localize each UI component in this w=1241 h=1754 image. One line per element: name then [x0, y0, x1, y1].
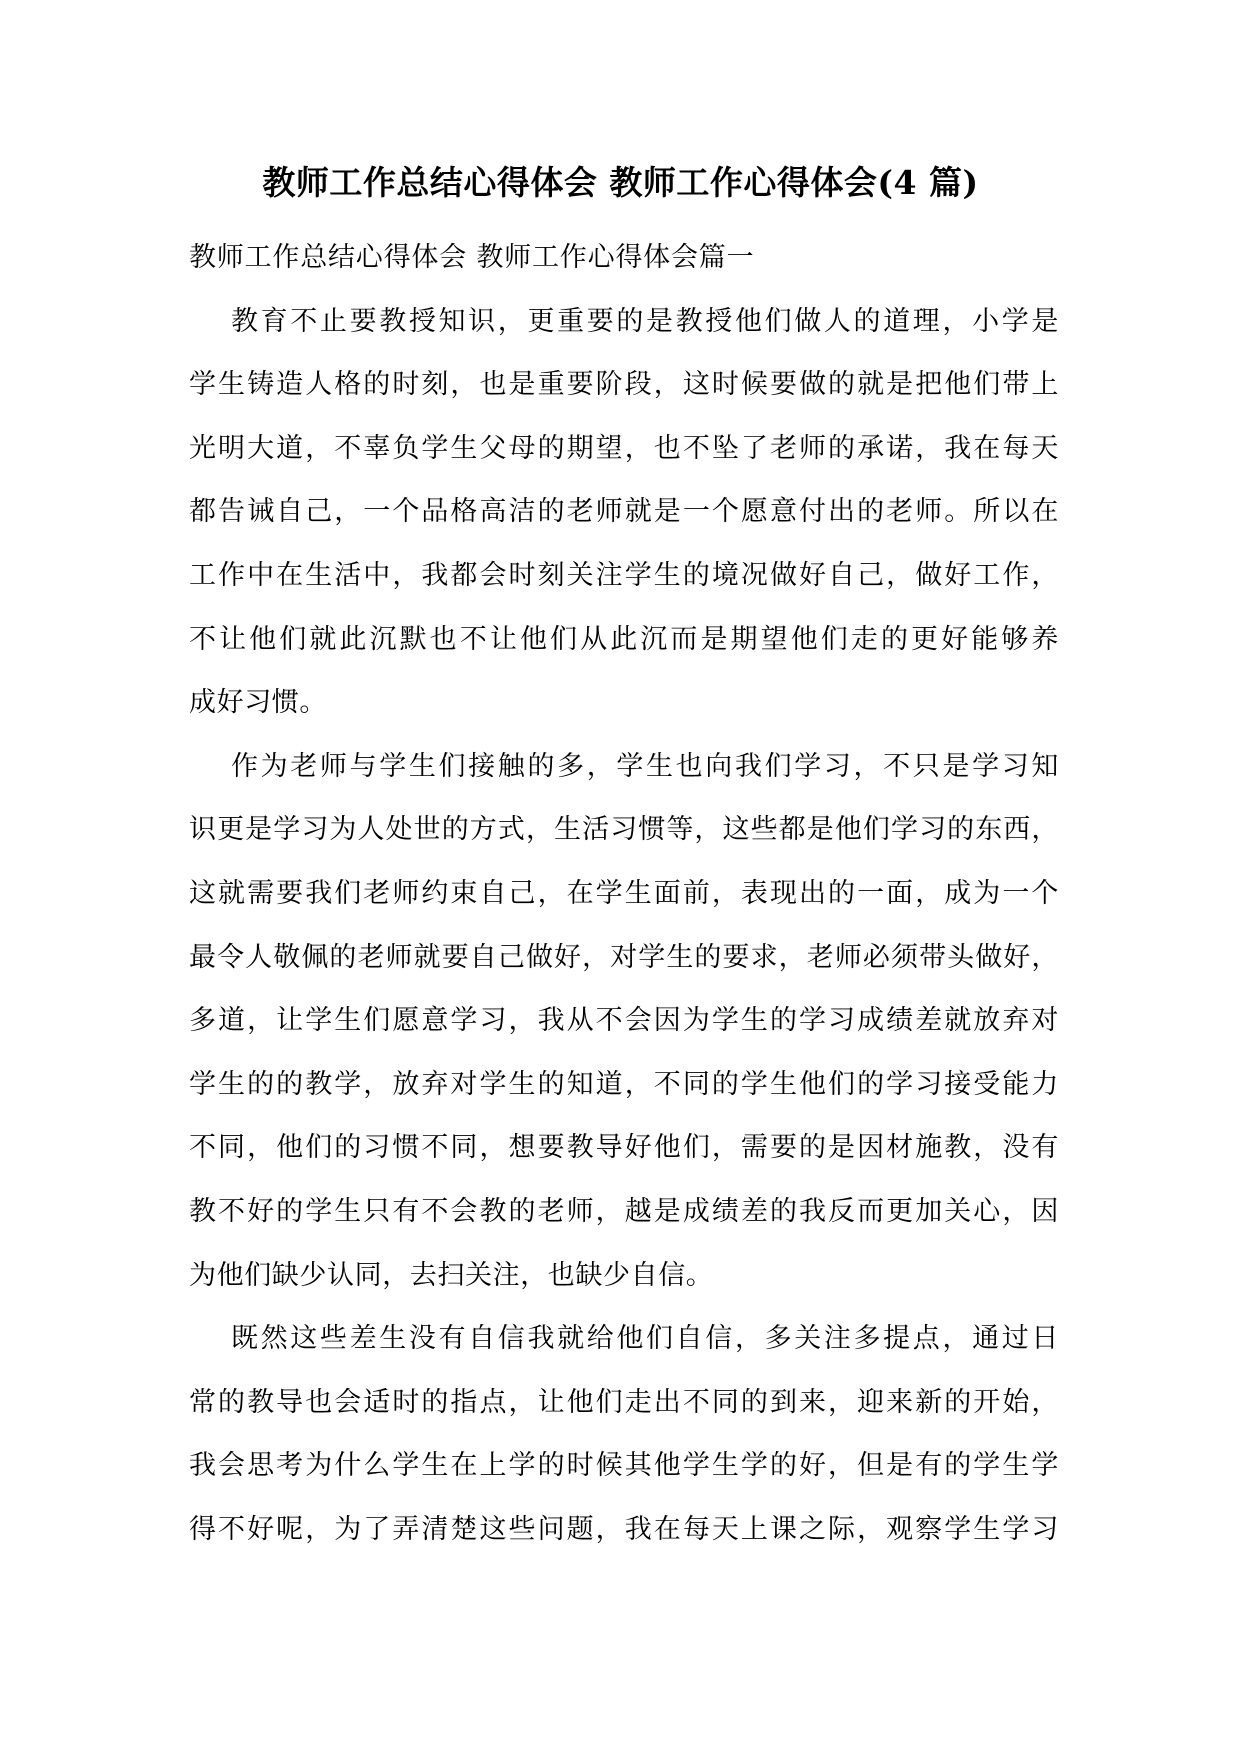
paragraph-line: 这就需要我们老师约束自己，在学生面前，表现出的一面，成为一个	[189, 877, 1059, 909]
paragraph-1	[189, 290, 1059, 735]
paragraph-line: 最令人敬佩的老师就要自己做好，对学生的要求，老师必须带头做好，	[189, 941, 1059, 973]
paragraph-line: 不同，他们的习惯不同，想要教导好他们，需要的是因材施教，没有	[189, 1132, 1059, 1164]
paragraph-line: 光明大道，不辜负学生父母的期望，也不坠了老师的承诺，我在每天	[189, 432, 1059, 464]
paragraph-line: 得不好呢，为了弄清楚这些问题，我在每天上课之际，观察学生学习	[189, 1513, 1059, 1545]
paragraph-line: 识更是学习为人处世的方式，生活习惯等，这些都是他们学习的东西，	[189, 814, 1059, 846]
document-body	[189, 226, 1059, 1561]
paragraph-line: 都告诫自己，一个品格高洁的老师就是一个愿意付出的老师。所以在	[189, 496, 1059, 528]
paragraph-line: 我会思考为什么学生在上学的时候其他学生学的好，但是有的学生学	[189, 1450, 1059, 1482]
paragraph-line: 工作中在生活中，我都会时刻关注学生的境况做好自己，做好工作，	[189, 559, 1059, 591]
section-heading: 教师工作总结心得体会 教师工作心得体会篇一	[189, 242, 755, 273]
paragraph-line: 学生铸造人格的时刻，也是重要阶段，这时候要做的就是把他们带上	[189, 369, 1059, 401]
paragraph-line: 学生的的教学，放弃对学生的知道，不同的学生他们的学习接受能力	[189, 1068, 1059, 1100]
paragraph-3	[189, 1307, 1059, 1561]
paragraph-line: 既然这些差生没有自信我就给他们自信，多关注多提点，通过日	[231, 1323, 1059, 1355]
paragraph-line: 教育不止要教授知识，更重要的是教授他们做人的道理，小学是	[231, 305, 1059, 337]
paragraph-line: 为他们缺少认同，去扫关注，也缺少自信。	[189, 1259, 714, 1291]
paragraph-2	[189, 735, 1059, 1307]
paragraph-line: 不让他们就此沉默也不让他们从此沉而是期望他们走的更好能够养	[189, 623, 1059, 655]
paragraph-line: 成好习惯。	[189, 687, 327, 719]
paragraph-line: 作为老师与学生们接触的多，学生也向我们学习，不只是学习知	[231, 750, 1059, 782]
paragraph-line: 教不好的学生只有不会教的老师，越是成绩差的我反而更加关心，因	[189, 1195, 1059, 1227]
paragraph-line: 常的教导也会适时的指点，让他们走出不同的到来，迎来新的开始，	[189, 1386, 1059, 1418]
paragraph-line: 多道，让学生们愿意学习，我从不会因为学生的学习成绩差就放弃对	[189, 1005, 1059, 1037]
document-title: 教师工作总结心得体会 教师工作心得体会(4 篇)	[262, 163, 979, 202]
